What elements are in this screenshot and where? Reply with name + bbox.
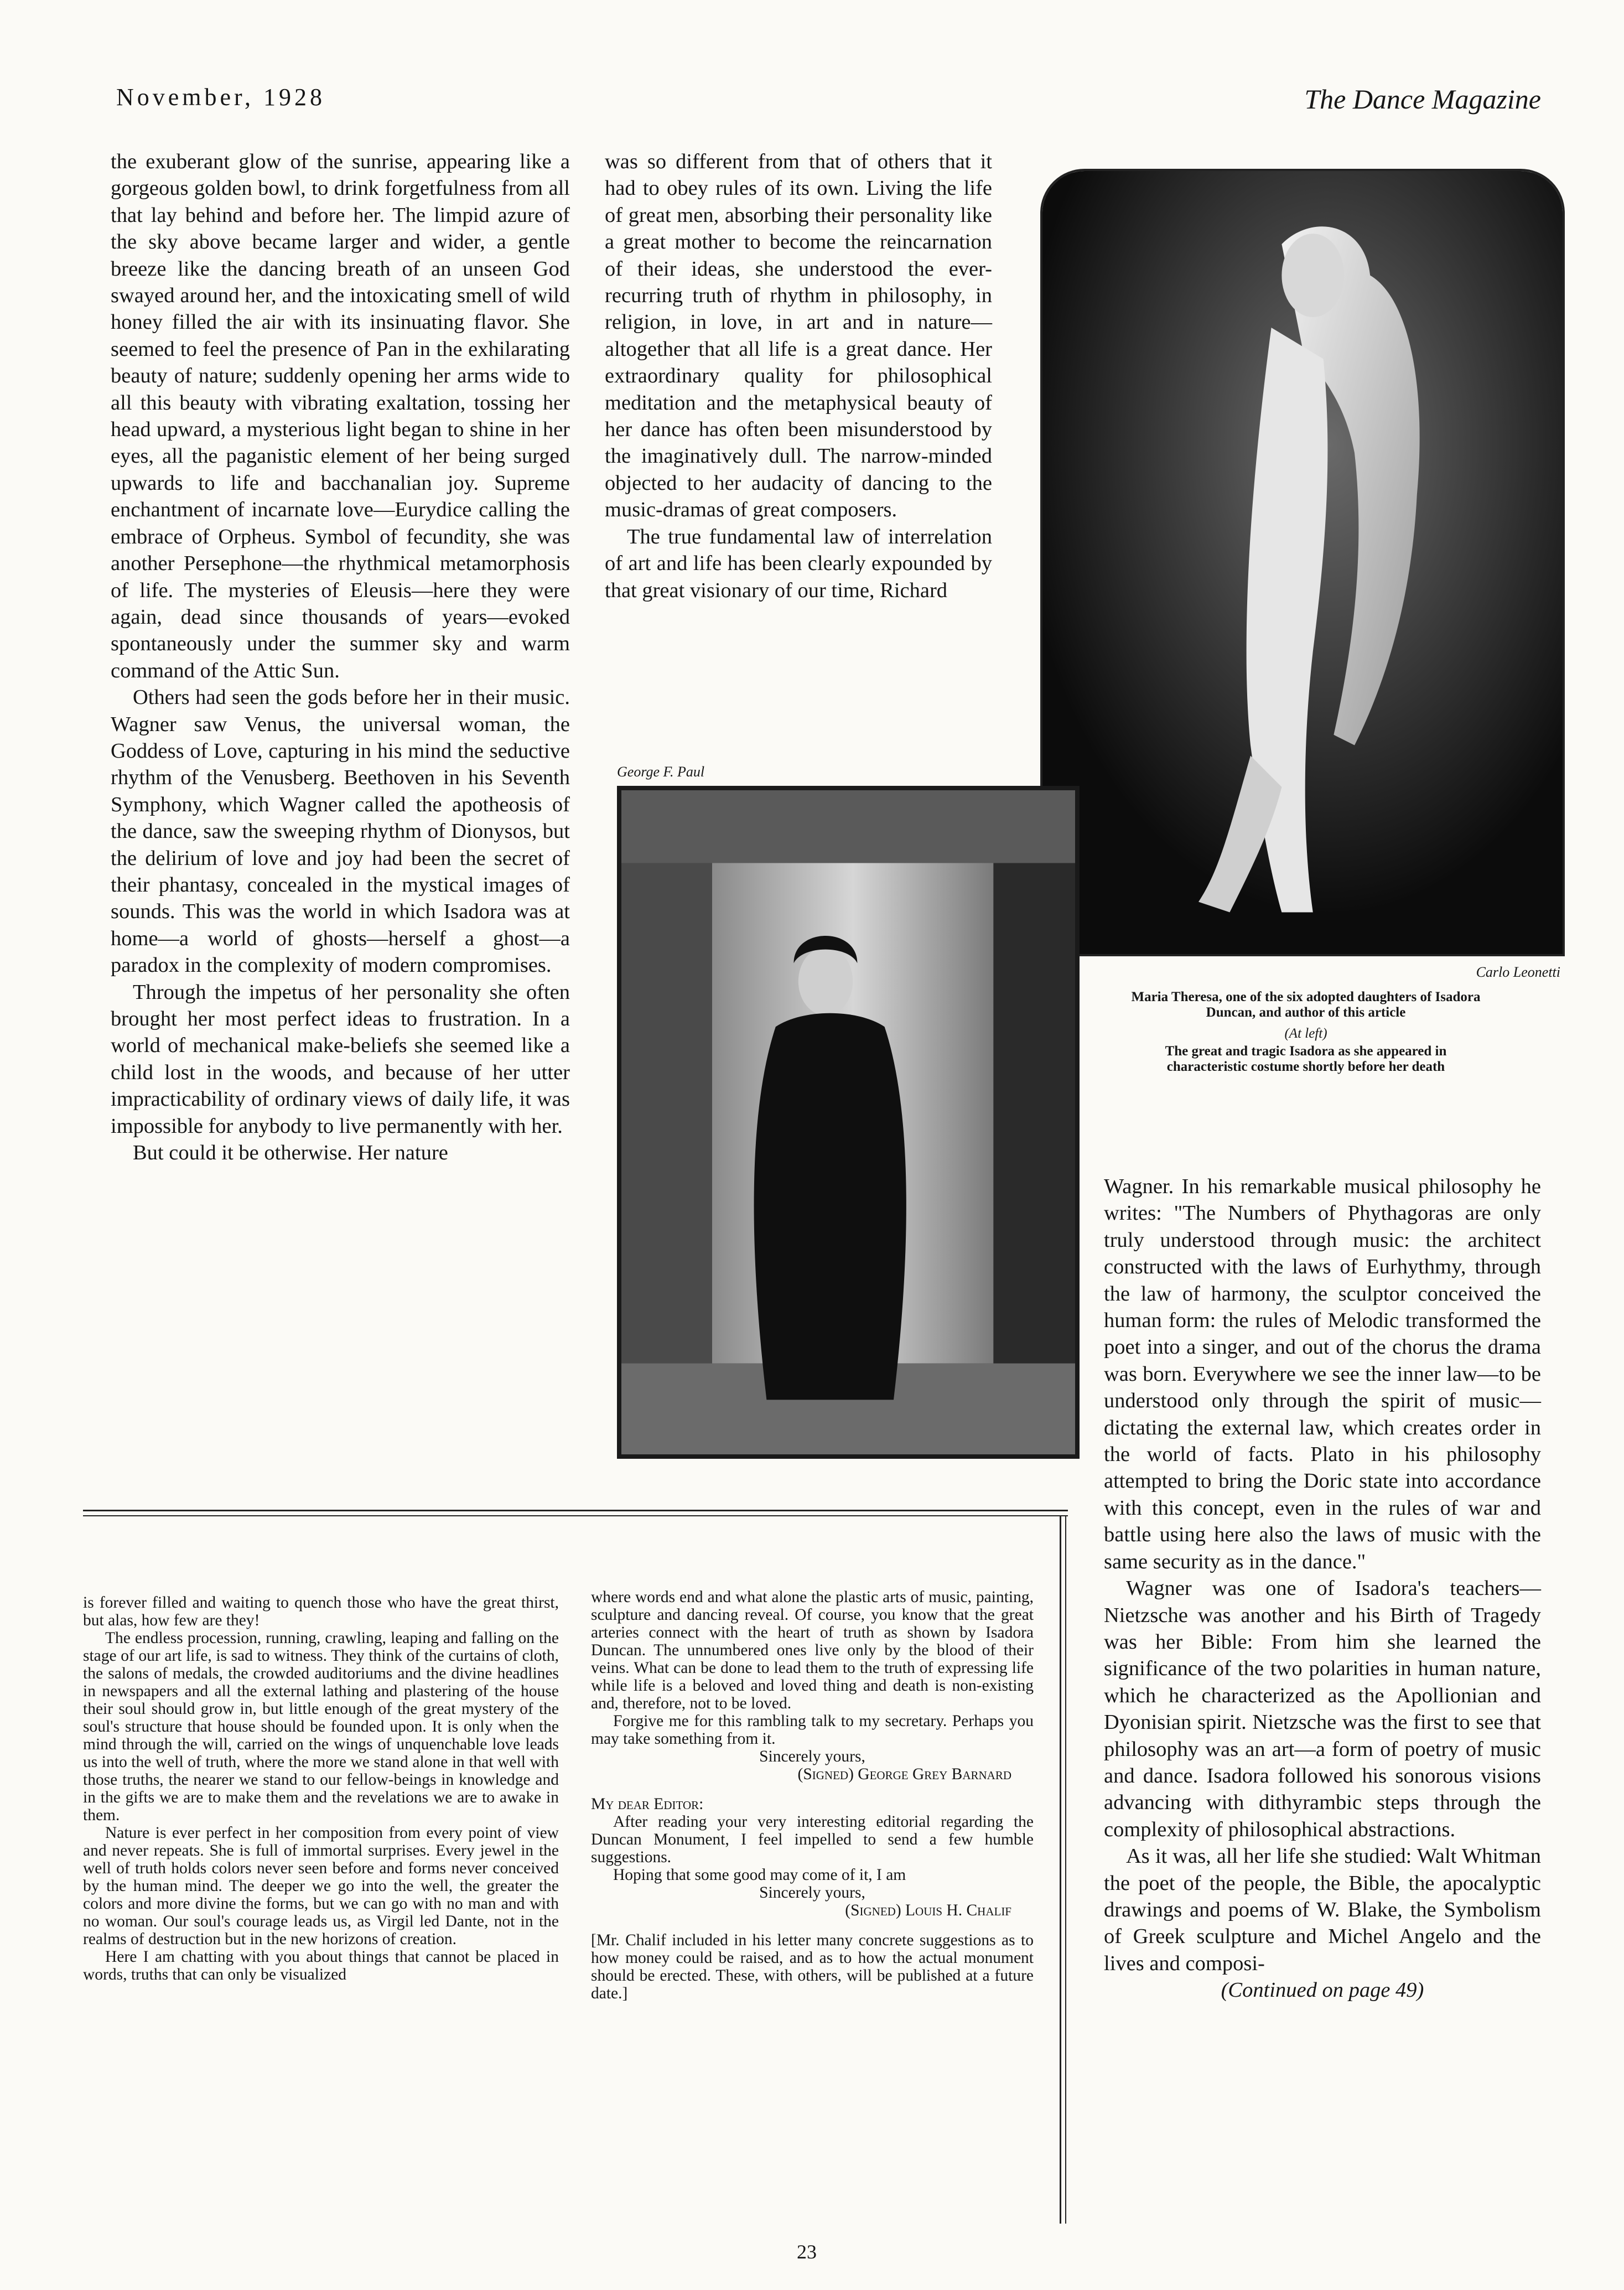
- letter-paragraph: Nature is ever perfect in her composition from every point of view and never repeats. She is full of immortal surprises. Every jewel in the well of truth holds colors never seen before and forms never conceived by the human mind. The deeper we go into the well, the greater the colors and more divine the forms, but we can go with no man and with no woman. Our soul's courage leads us, as Virgil led Dante, not in the realms of destruction but in the new horizons of creation.: [83, 1824, 559, 1948]
- article-paragraph: Wagner was one of Isadora's teachers—Nietzsche was another and his Birth of Tragedy was her Bible: From him she learned the significance of the two polarities in human nature, which he characterized as the Apollionian and Dyonisian spirit. Nietzsche was the first to see that philosophy was an art—a form of poetry of music and dance. Isadora followed his sonorous visions advancing with dithyrambic steps through the complexity of philosophical abstractions.: [1104, 1577, 1541, 1841]
- article-paragraph: was so different from that of others that it had to obey rules of its own. Living the life of great men, absorbing their personality like a great mother to become the reincarnation of their ideas, she understood the ever-recurring truth of rhythm in philosophy, in religion, in love, in art and in nature—altogether that all life is a great dance. Her extraordinary quality for philosophical meditation and the metaphysical beauty of her dance has often been misunderstood by the imaginatively dull. The narrow-minded objected to her audacity of dancing to the music-dramas of great composers.: [605, 150, 992, 522]
- article-paragraph: the exuberant glow of the sunrise, appearing like a gorgeous golden bowl, to drink forgetfulness from all that lay behind and before her. The limpid azure of the sky above became larger and wider, a gentle breeze like the dancing breath of an unseen God swayed around her, and the intoxicating smell of wild honey filled the air with its insinuating flavor. She seemed to feel the presence of Pan in the exhilarating beauty of nature; suddenly opening her arms wide to all this beauty with vibrating exaltation, tossing her head upward, a mysterious light began to shine in her eyes, all the paganistic element of her being surged upwards to life and bacchanalian joy. Supreme enchantment of incarnate love—Eurydice calling the embrace of Orpheus. Symbol of fecundity, she was another Persephone—the rhythmical metamorphosis of life. The mysteries of Eleusis—here they were again, dead since thousands of years—evoked spontaneously under the summer sky and warm command of the Attic Sun.: [111, 150, 570, 682]
- page-number: 23: [797, 2241, 817, 2263]
- letter-paragraph: Hoping that some good may come of it, I am: [613, 1866, 906, 1884]
- article-column-1: [111, 148, 570, 1166]
- photo-credit-left: George F. Paul: [617, 764, 705, 780]
- article-paragraph: Wagner. In his remarkable musical philosophy he writes: "The Numbers of Phythagoras are only truly understood through music: the architect constructed with the laws of Eurhythmy, through the law of harmony, the sculptor conceived the human form: the rules of Melodic transformed the poet into a singer, and out of the chorus the drama was born. Everywhere we see the inner law—to be understood only through the spirit of music—dictating the external law, which creates order in the world of facts. Plato in his philosophy attempted to bring the Doric state into accordance with this concept, even in the rules of war and battle using here also the laws of music with the same security as in the dance.": [1104, 1175, 1541, 1573]
- dancer-figure-image: [1042, 171, 1563, 954]
- article-paragraph: Others had seen the gods before her in their music. Wagner saw Venus, the universal woman, the Goddess of Love, capturing in his mind the seductive rhythm of the Venusberg. Beethoven in his Seventh Symphony, which Wagner called the apotheosis of the dance, saw the sweeping rhythm of Dionysos, but the delirium of love and joy had been the secret of their phantasy, concealed in the mystical images of sounds. This was the world in which Isadora was at home—a world of ghosts—herself a ghost—a paradox in the complexity of modern compromises.: [111, 686, 570, 977]
- photo-captions: [1123, 989, 1488, 1075]
- letter-signature: (Signed) George Grey Barnard: [797, 1765, 1011, 1783]
- issue-date: November, 1928: [116, 84, 325, 111]
- photo-credit-right: Carlo Leonetti: [1476, 964, 1560, 980]
- letters-column-1: [83, 1594, 559, 1983]
- letters-column-rule: [1060, 1515, 1061, 2224]
- article-column-2: [605, 148, 992, 604]
- article-paragraph: Through the impetus of her personality she often brought her most perfect ideas to frustration. In a world of mechanical make-beliefs she seemed like a child lost in the woods, and because of her utter impracticability of ordinary views of daily life, it was impossible for anybody to live permanently with her.: [111, 980, 570, 1138]
- letters-column-rule-double: [1065, 1515, 1066, 2224]
- article-column-3: [1104, 1173, 1541, 2004]
- article-paragraph: But could it be otherwise. Her nature: [133, 1141, 448, 1165]
- isadora-portrait-image: [621, 790, 1075, 1454]
- letter-paragraph: Forgive me for this rambling talk to my secretary. Perhaps you may take something from it.: [591, 1712, 1034, 1748]
- letter-paragraph: is forever filled and waiting to quench those who have the great thirst, but alas, how few are they!: [83, 1594, 559, 1629]
- photo-maria-theresa: [1040, 169, 1565, 956]
- letter-closing: Sincerely yours,: [759, 1748, 865, 1765]
- article-paragraph: As it was, all her life she studied: Walt Whitman the poet of the people, the Bible, the apocalyptic drawings and poems of W. Blake, the Symbolism of Greek sculpture and Michel Angelo and the lives and composi-: [1104, 1845, 1541, 1975]
- section-rule-double: [83, 1515, 1068, 1516]
- caption-isadora: The great and tragic Isadora as she appeared in characteristic costume shortly before her death: [1165, 1044, 1447, 1074]
- article-paragraph: The true fundamental law of interrelation of art and life has been clearly expounded by that great visionary of our time, Richard: [605, 525, 992, 602]
- letter-paragraph: where words end and what alone the plastic arts of music, painting, sculpture and dancing reveal. Of course, you know that the great arteries connect with the heart of truth as shown by Isadora Duncan. The unnumbered ones live only by the blood of their veins. What can be done to lead them to the truth of expressing life while life is a beloved and loved thing and death is non-existing and, therefore, not to be loved.: [591, 1588, 1034, 1712]
- letter-paragraph: The endless procession, running, crawling, leaping and falling on the stage of our art life, is sad to witness. They think of the curtains of cloth, the salons of medals, the crowded auditoriums and the divine headlines in newspapers and all the external lathing and plastering of the house their soul should grow in, but little enough of the great mystery of the soul's structure that house should be founded upon. It is only when the mind through the will, carried on the wings of unquenchable love leads us into the well of truth, where the more we stand alone in that well with those truths, the nearer we stand to our fellow-beings in knowledge and in the gifts we are to make them and the revelations we are to awake in them.: [83, 1629, 559, 1824]
- letter-salutation: My dear Editor:: [591, 1795, 704, 1813]
- caption-at-left: (At left): [1284, 1026, 1327, 1041]
- letter-closing: Sincerely yours,: [759, 1884, 865, 1902]
- letter-paragraph: Here I am chatting with you about things that cannot be placed in words, truths that can only be visualized: [83, 1948, 559, 1983]
- letter-signature: (Signed) Louis H. Chalif: [845, 1902, 1011, 1919]
- section-rule: [83, 1510, 1068, 1511]
- magazine-title: The Dance Magazine: [1304, 84, 1541, 115]
- letter-paragraph: After reading your very interesting editorial regarding the Duncan Monument, I feel impelled to send a few humble suggestions.: [591, 1813, 1034, 1866]
- caption-maria-theresa: Maria Theresa, one of the six adopted daughters of Isadora Duncan, and author of this article: [1131, 989, 1481, 1020]
- letters-column-2: [591, 1588, 1034, 2002]
- continued-note: (Continued on page 49): [1221, 1978, 1424, 2002]
- photo-isadora: [617, 786, 1080, 1459]
- editor-note: [Mr. Chalif included in his letter many concrete suggestions as to how money could be raised, and as to how the actual monument should be erected. These, with others, will be published at a future date.]: [591, 1931, 1034, 2002]
